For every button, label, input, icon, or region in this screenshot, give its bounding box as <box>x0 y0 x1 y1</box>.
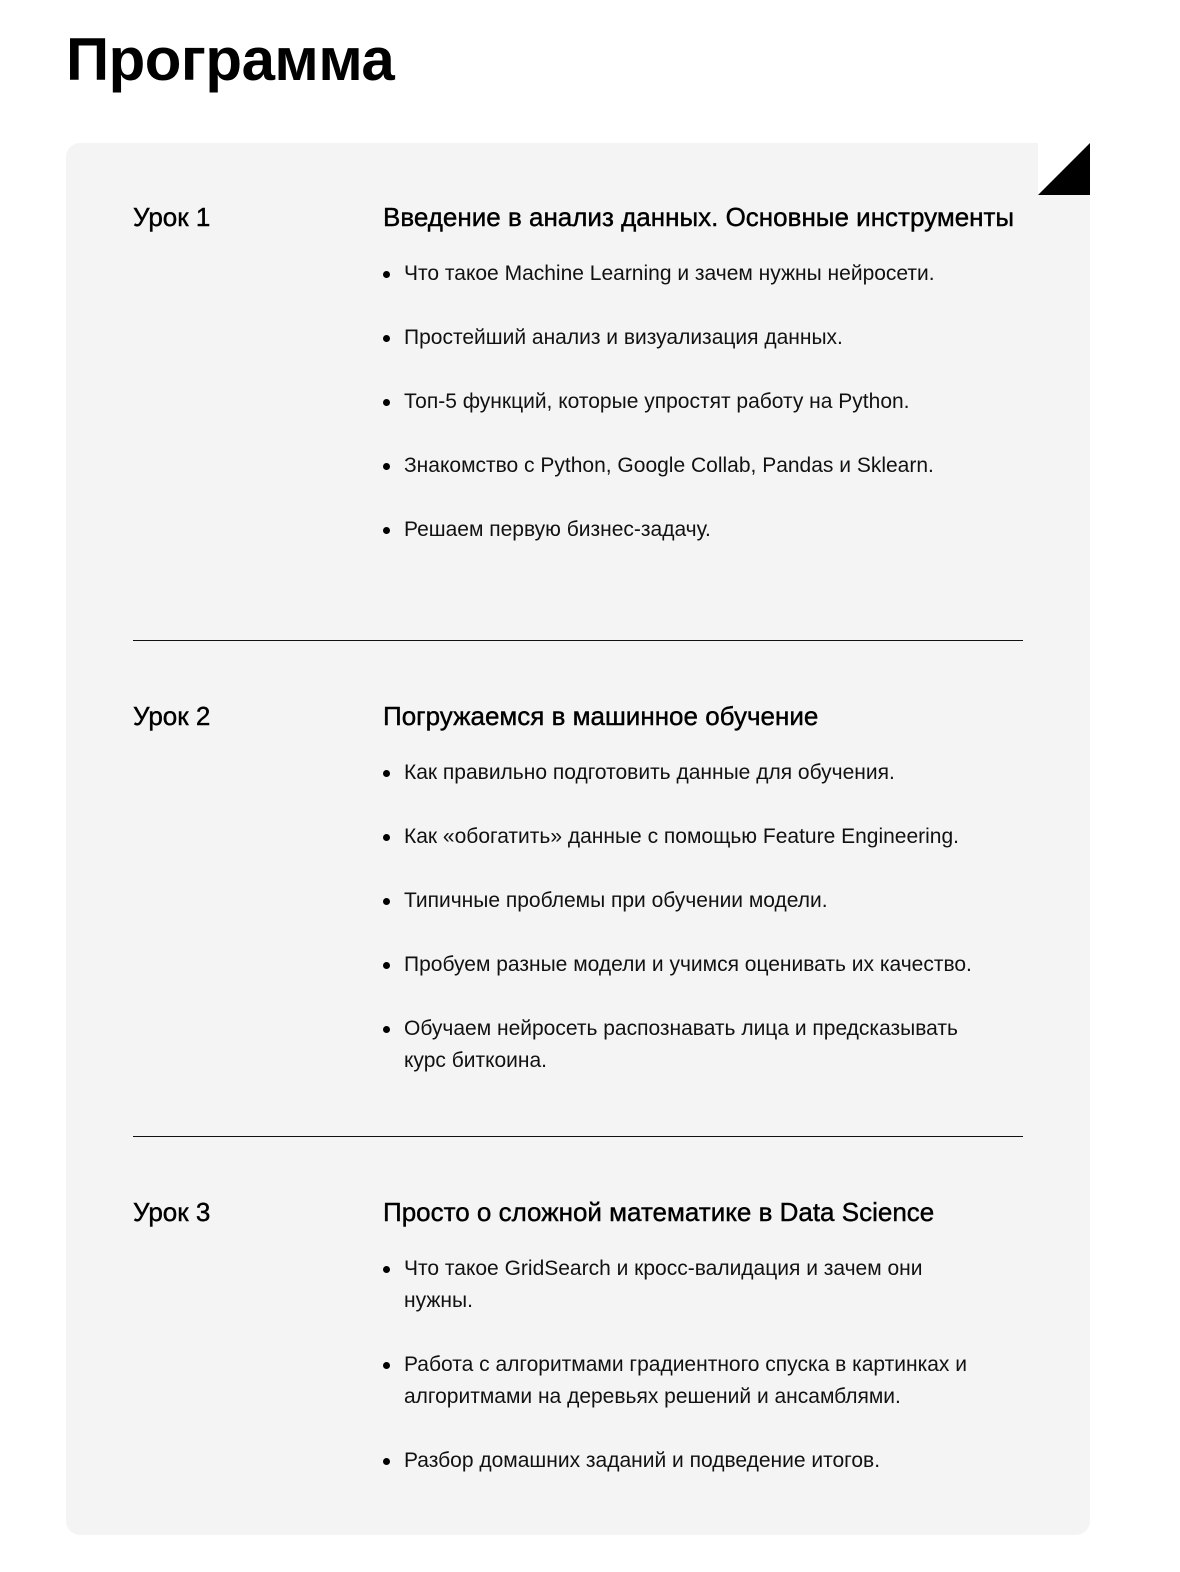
topic-text: Что такое GridSearch и кросс-валидация и зачем они нужны. <box>404 1257 923 1312</box>
lesson-title: Введение в анализ данных. Основные инструменты <box>383 202 1015 232</box>
bullet-icon <box>383 463 390 470</box>
bullet-icon <box>383 898 390 905</box>
lesson-divider <box>133 640 1023 641</box>
lesson-body <box>383 1195 1023 1477</box>
list-item <box>383 1253 984 1317</box>
topic-text: Как правильно подготовить данные для обучения. <box>404 761 895 784</box>
list-item <box>383 514 1023 546</box>
topic-text: Разбор домашних заданий и подведение итогов. <box>404 1449 881 1472</box>
page-title: Программа <box>66 26 395 93</box>
list-item <box>383 821 1023 853</box>
list-item <box>383 258 1023 290</box>
topic-text: Решаем первую бизнес-задачу. <box>404 518 711 541</box>
bullet-icon <box>383 1266 390 1273</box>
topic-text: Пробуем разные модели и учимся оценивать их качество. <box>404 953 972 976</box>
topic-text: Обучаем нейросеть распознавать лица и предсказывать курс биткоина. <box>404 1017 958 1072</box>
folded-corner-icon <box>1038 143 1090 195</box>
topic-list <box>383 1253 1023 1477</box>
list-item <box>383 1349 1024 1413</box>
bullet-icon <box>383 527 390 534</box>
bullet-icon <box>383 1026 390 1033</box>
lesson-title: Просто о сложной математике в Data Science <box>383 1197 935 1227</box>
bullet-icon <box>383 1362 390 1369</box>
topic-text: Типичные проблемы при обучении модели. <box>404 889 828 912</box>
topic-text: Знакомство с Python, Google Collab, Pandas и Sklearn. <box>404 454 934 477</box>
bullet-icon <box>383 834 390 841</box>
topic-list <box>383 757 1023 1077</box>
lesson-number: Урок 3 <box>133 1197 211 1227</box>
lesson-divider <box>133 1136 1023 1137</box>
bullet-icon <box>383 335 390 342</box>
topic-text: Работа с алгоритмами градиентного спуска в картинках и алгоритмами на деревьях решений и ансамблями. <box>404 1353 967 1408</box>
list-item <box>383 386 1023 418</box>
lesson-body <box>383 699 1023 1077</box>
bullet-icon <box>383 770 390 777</box>
list-item <box>383 949 1023 981</box>
bullet-icon <box>383 399 390 406</box>
list-item <box>383 322 1023 354</box>
lesson-number: Урок 2 <box>133 701 211 731</box>
bullet-icon <box>383 1458 390 1465</box>
list-item <box>383 885 1023 917</box>
lesson-body <box>383 200 1023 546</box>
bullet-icon <box>383 271 390 278</box>
topic-text: Что такое Machine Learning и зачем нужны нейросети. <box>404 262 935 285</box>
topic-text: Как «обогатить» данные с помощью Feature Engineering. <box>404 825 960 848</box>
list-item <box>383 757 1023 789</box>
list-item <box>383 1445 1023 1477</box>
list-item <box>383 1013 1004 1077</box>
topic-text: Простейший анализ и визуализация данных. <box>404 326 843 349</box>
list-item <box>383 450 1023 482</box>
lesson-title: Погружаемся в машинное обучение <box>383 701 819 731</box>
program-card <box>66 143 1090 1535</box>
bullet-icon <box>383 962 390 969</box>
topic-text: Топ-5 функций, которые упростят работу на Python. <box>404 390 910 413</box>
topic-list <box>383 258 1023 546</box>
lesson-number: Урок 1 <box>133 202 211 232</box>
